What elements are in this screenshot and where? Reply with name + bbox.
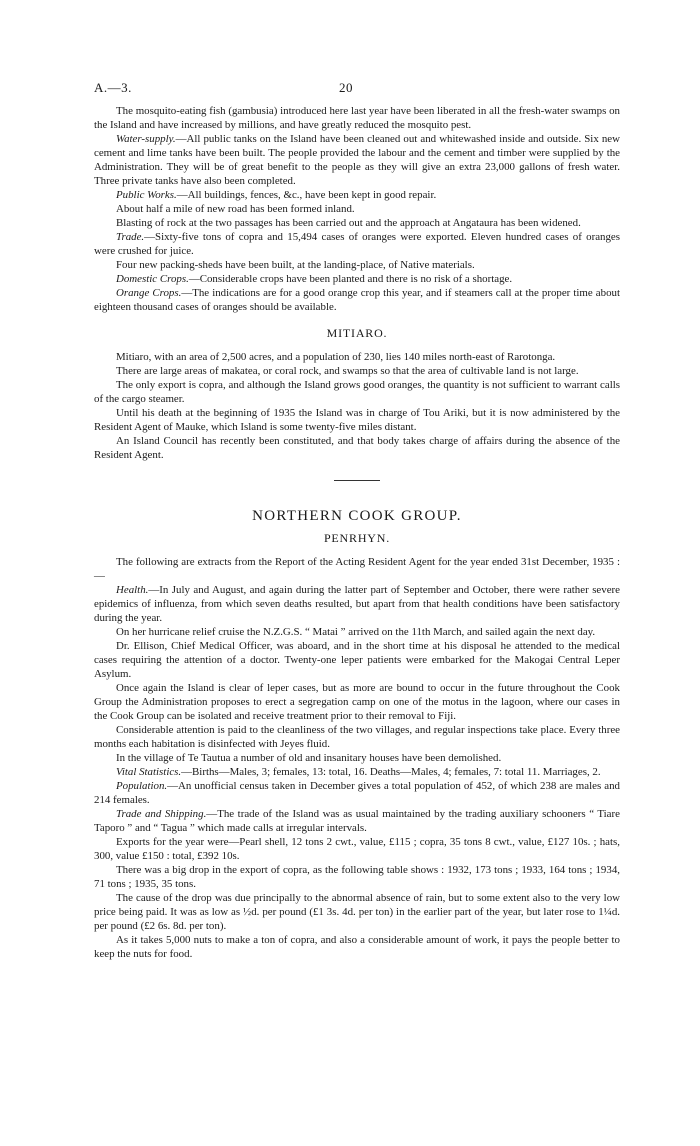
paragraph-lead: Orange Crops.: [116, 287, 182, 299]
paragraph: [94, 779, 620, 807]
paragraph: [94, 751, 620, 765]
paragraph: [94, 933, 620, 961]
paragraph-lead: Vital Statistics.: [116, 766, 182, 778]
paragraph: [94, 639, 620, 681]
document-reference: A.—3.: [94, 80, 132, 95]
paragraph-text: Until his death at the beginning of 1935 the Island was in charge of Tou Ariki, but it is now administered by the Resident Agent of Mauke, which Island is some twenty-five miles distant.: [94, 407, 620, 433]
paragraph-text: Exports for the year were—Pearl shell, 12 tons 2 cwt., value, £115 ; copra, 35 tons 8 cwt., value, £127 10s. ; hats, 300, value £150 : total, £392 10s.: [94, 836, 620, 862]
paragraph: [94, 406, 620, 434]
paragraph-lead: Trade.: [116, 231, 145, 243]
paragraph: [94, 286, 620, 314]
paragraph-text: —Sixty-five tons of copra and 15,494 cases of oranges were exported. Eleven hundred cases of oranges were crushed for juice.: [94, 231, 620, 257]
paragraph-text: —An unofficial census taken in December gives a total population of 452, of which 238 are males and 214 females.: [94, 780, 620, 806]
paragraph-text: The cause of the drop was due principally to the abnormal absence of rain, but to some extent also to the very low price being paid. It was as low as ½d. per pound (£1 3s. 4d. per ton) in the earlier part of the year, but later rose to 1¼d. per pound (£2 6s. 8d. per ton).: [94, 892, 620, 932]
paragraph: [94, 364, 620, 378]
paragraph-text: —Considerable crops have been planted and there is no risk of a shortage.: [188, 273, 513, 285]
section-mitiaro: [94, 350, 620, 462]
paragraph: [94, 132, 620, 188]
paragraph-text: On her hurricane relief cruise the N.Z.G.S. “ Matai ” arrived on the 11th March, and sailed again the next day.: [116, 626, 596, 638]
paragraph: [94, 272, 620, 286]
paragraph-text: Blasting of rock at the two passages has been carried out and the approach at Angataura has been widened.: [116, 217, 581, 229]
paragraph-text: In the village of Te Tautua a number of old and insanitary houses have been demolished.: [116, 752, 502, 764]
paragraph: [94, 378, 620, 406]
paragraph-lead: Population.: [116, 780, 168, 792]
paragraph-lead: Trade and Shipping.: [116, 808, 207, 820]
paragraph: [94, 104, 620, 132]
paragraph: [94, 188, 620, 202]
paragraph: [94, 765, 620, 779]
paragraph: [94, 216, 620, 230]
paragraph-text: Considerable attention is paid to the cleanliness of the two villages, and regular inspections take place. Every three months each habitation is disinfected with Jeyes fluid.: [94, 724, 620, 750]
paragraph-text: Dr. Ellison, Chief Medical Officer, was aboard, and in the short time at his disposal he attended to the medical cases requiring the attention of a doctor. Twenty-one leper patients were embarked for the Makogai Central Leper Asylum.: [94, 640, 620, 680]
paragraph-text: About half a mile of new road has been formed inland.: [116, 203, 355, 215]
section-heading-mitiaro: MITIARO.: [326, 326, 388, 340]
paragraph-text: —The indications are for a good orange crop this year, and if steamers call at the proper time about eighteen thousand cases of oranges should be available.: [94, 287, 620, 313]
paragraph-text: The only export is copra, and although the Island grows good oranges, the quantity is not sufficient to warrant calls of the cargo steamer.: [94, 379, 620, 405]
paragraph-text: There was a big drop in the export of copra, as the following table shows : 1932, 173 tons ; 1933, 164 tons ; 1934, 71 tons ; 1935, 35 tons.: [94, 864, 620, 890]
paragraph-text: —All buildings, fences, &c., have been kept in good repair.: [176, 189, 437, 201]
paragraph: [94, 723, 620, 751]
paragraph-lead: Public Works.: [116, 189, 177, 201]
paragraph-lead: Water-supply.: [116, 133, 176, 145]
paragraph: [94, 835, 620, 863]
paragraph: [94, 350, 620, 364]
paragraph: [94, 434, 620, 462]
paragraph-text: As it takes 5,000 nuts to make a ton of copra, and also a considerable amount of work, it pays the people better to keep the nuts for food.: [94, 934, 620, 960]
paragraph-text: The mosquito-eating fish (gambusia) introduced here last year have been liberated in all the fresh-water swamps on the Island and have increased by millions, and have greatly reduced the mosquito pest.: [94, 105, 620, 131]
paragraph-text: —In July and August, and again during the latter part of September and October, there were rather severe epidemics of influenza, from which seven deaths resulted, but apart from that health conditions have been satisfactory during the year.: [94, 584, 620, 624]
paragraph: [94, 807, 620, 835]
paragraph: [94, 681, 620, 723]
body-text: [94, 104, 620, 961]
paragraph: [94, 555, 620, 583]
section-rarotonga-continued: [94, 104, 620, 314]
paragraph: [94, 583, 620, 625]
section-heading-northern-cook-group: NORTHERN COOK GROUP.: [252, 508, 462, 524]
paragraph-text: The following are extracts from the Report of the Acting Resident Agent for the year ended 31st December, 1935 :—: [94, 556, 620, 582]
paragraph: [94, 258, 620, 272]
paragraph: [94, 891, 620, 933]
paragraph: [94, 863, 620, 891]
page-number: 20: [339, 80, 353, 95]
paragraph-lead: Health.: [116, 584, 149, 596]
paragraph-text: Once again the Island is clear of leper cases, but as more are bound to occur in the future throughout the Cook Group the Administration proposes to erect a segregation camp on one of the motus in the lagoon, where our cases in the Cook Group can be isolated and receive treatment prior to their removal to Fiji.: [94, 682, 620, 722]
subheading-penrhyn: PENRHYN.: [323, 531, 391, 545]
paragraph-text: An Island Council has recently been constituted, and that body takes charge of affairs during the absence of the Resident Agent.: [94, 435, 620, 461]
paragraph-text: Four new packing-sheds have been built, at the landing-place, of Native materials.: [116, 259, 475, 271]
section-penrhyn: [94, 555, 620, 961]
paragraph-text: Mitiaro, with an area of 2,500 acres, and a population of 230, lies 140 miles north-east of Rarotonga.: [116, 351, 556, 363]
paragraph: [94, 230, 620, 258]
paragraph-text: There are large areas of makatea, or coral rock, and swamps so that the area of cultivable land is not large.: [116, 365, 579, 377]
paragraph: [94, 625, 620, 639]
paragraph-text: —Births—Males, 3; females, 13: total, 16. Deaths—Males, 4; females, 7: total 11. Marriages, 2.: [181, 766, 601, 778]
section-divider: [334, 480, 380, 481]
paragraph-text: —The trade of the Island was as usual maintained by the trading auxiliary schooners “ Tiare Taporo ” and “ Tagua ” which made calls at irregular intervals.: [94, 808, 620, 834]
paragraph-text: —All public tanks on the Island have been cleaned out and whitewashed inside and outside. Six new cement and lime tanks have been built. The people provided the labour and the cement and timber were supplied by the Administration. They will be of great benefit to the people as they will give an extra 23,000 gallons of fresh water. Three private tanks have also been completed.: [94, 133, 620, 187]
paragraph: [94, 202, 620, 216]
paragraph-lead: Domestic Crops.: [116, 273, 189, 285]
